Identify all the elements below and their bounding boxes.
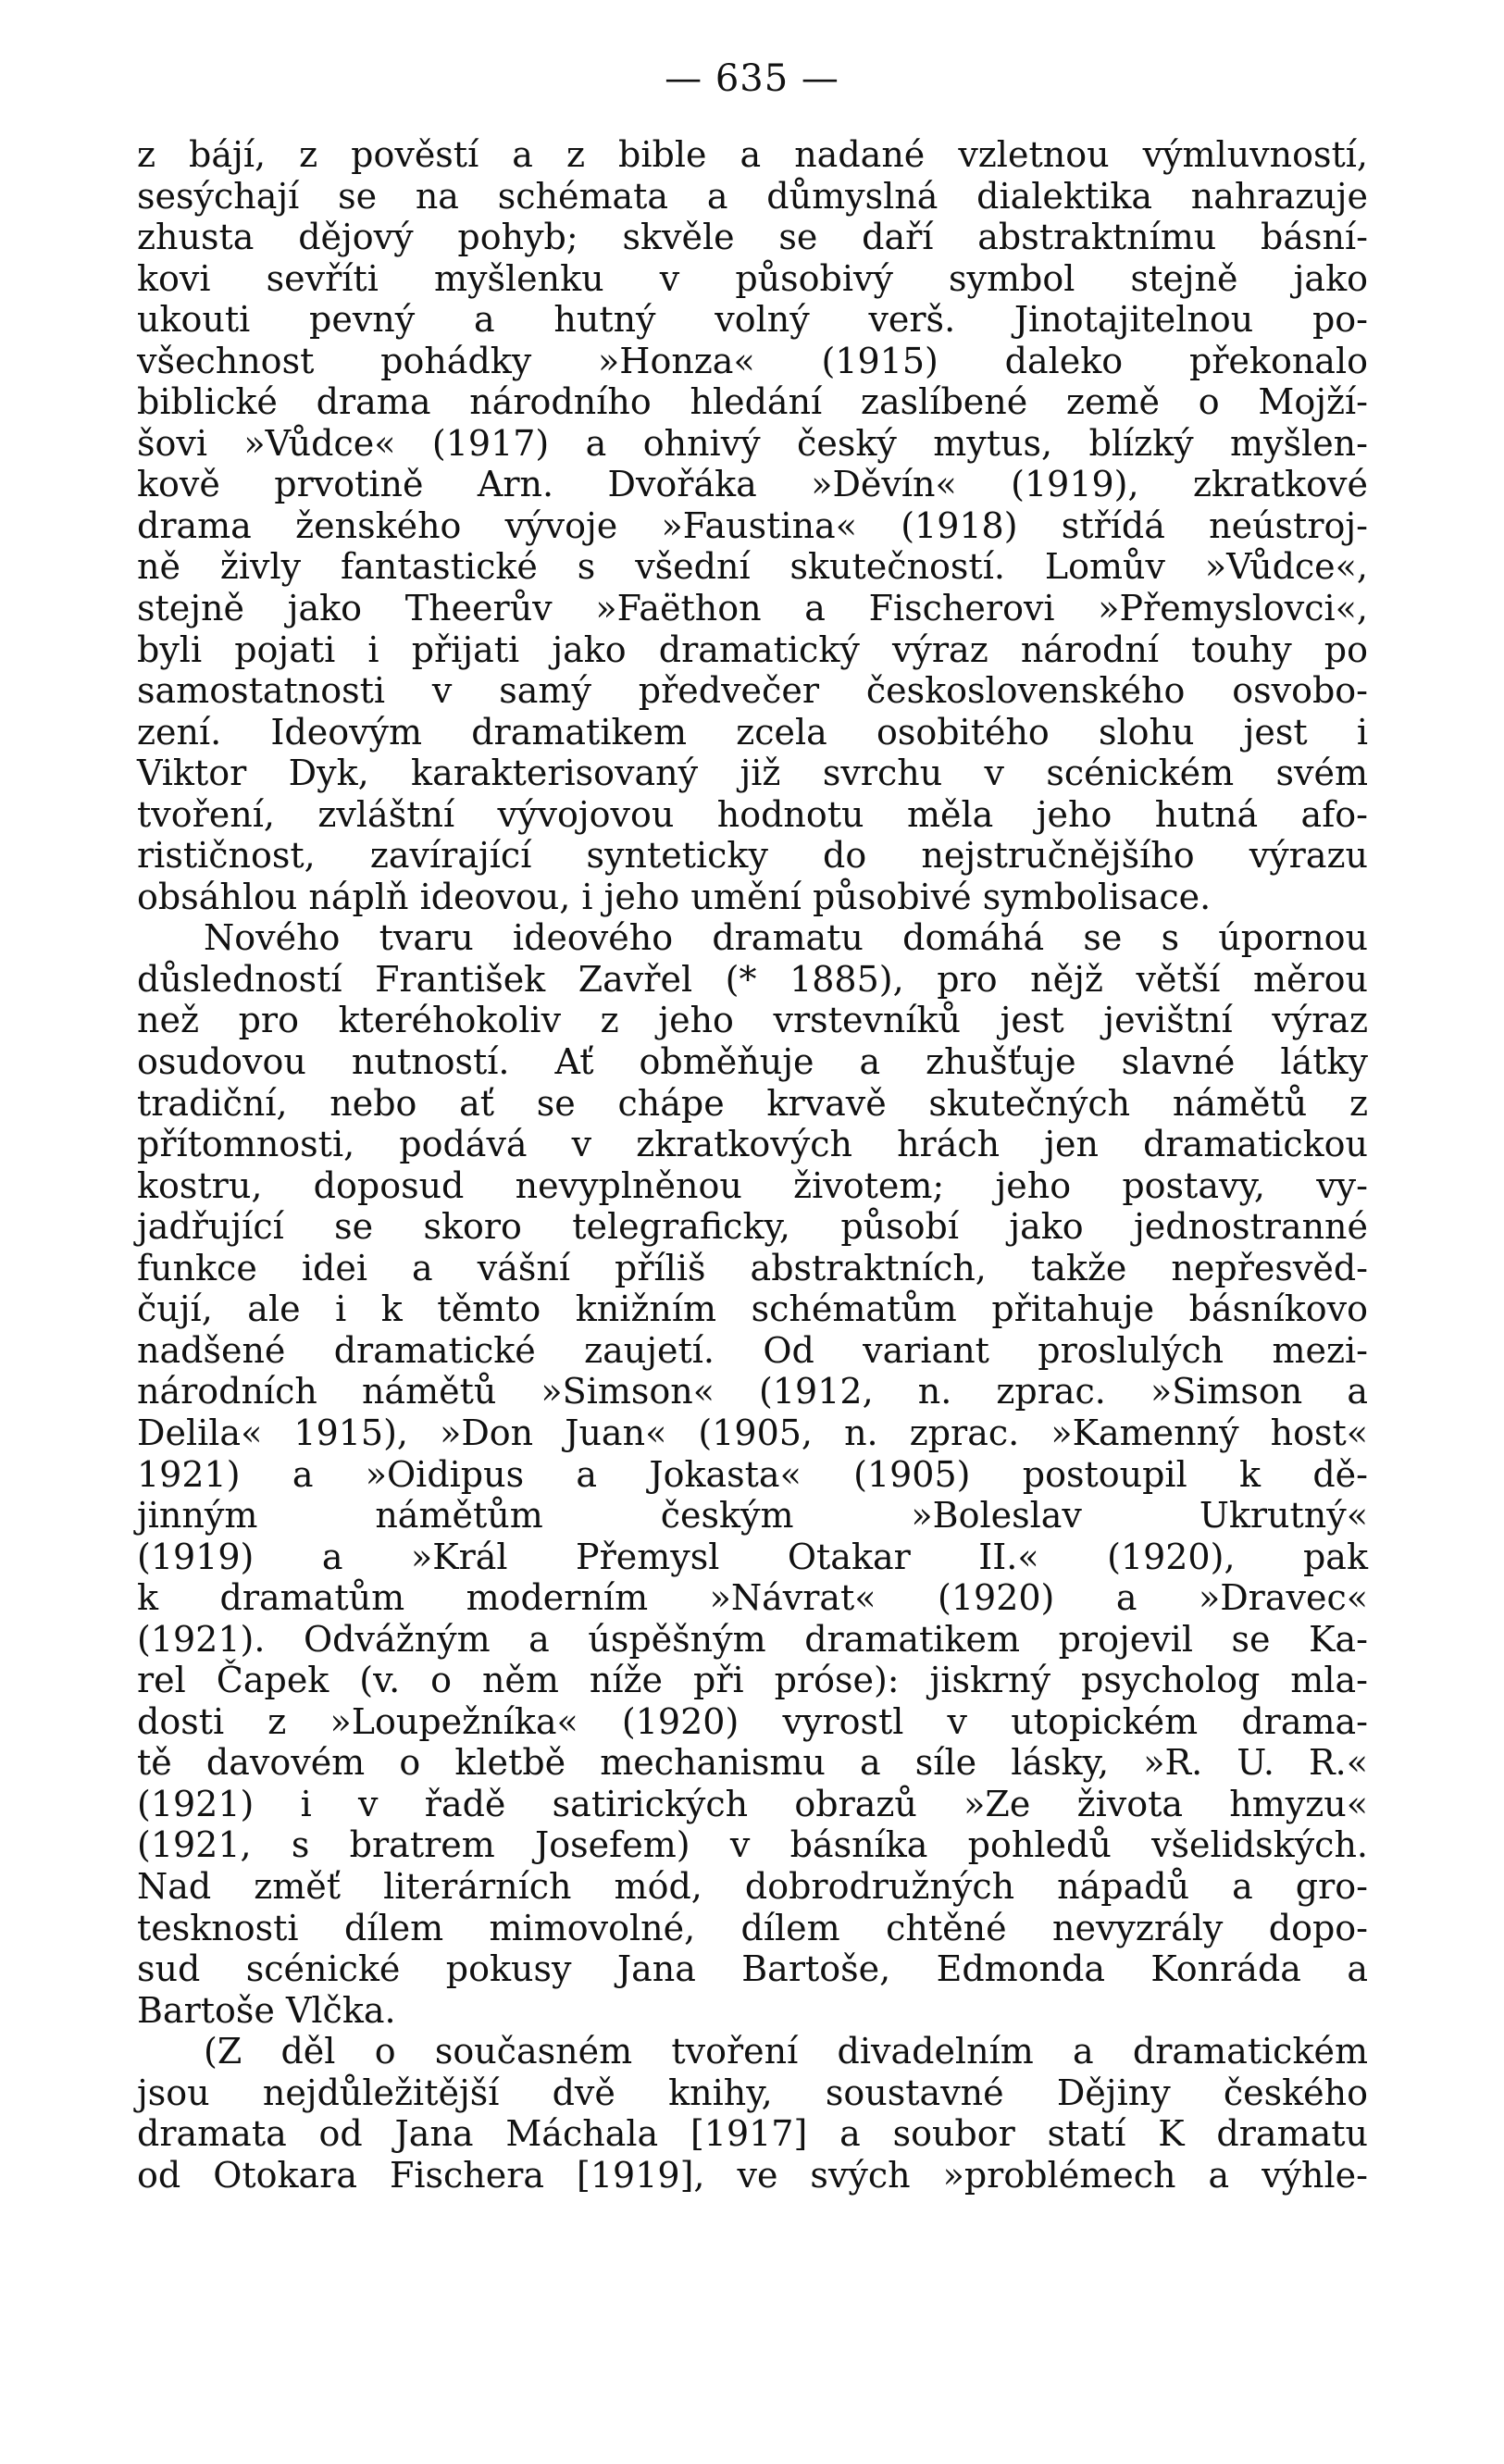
text-line: čují, ale i k těmto knižním schématům přitahuje básníkovo	[137, 1288, 1368, 1330]
text-line: z bájí, z pověstí a z bible a nadané vzletnou výmluvností,	[137, 134, 1368, 175]
text-line: tesknosti dílem mimovolné, dílem chtěné nevyzrály dopo-	[137, 1907, 1368, 1948]
text-line: samostatnosti v samý předvečer československého osvobo-	[137, 670, 1368, 712]
text-line: rel Čapek (v. o něm níže při próse): jiskrný psycholog mla-	[137, 1660, 1368, 1701]
page-number: — 635 —	[665, 57, 839, 100]
text-line: ně živly fantastické s všední skutečností. Lomův »Vůdce«,	[137, 546, 1368, 588]
text-line: zení. Ideovým dramatikem zcela osobitého slohu jest i	[137, 711, 1368, 753]
text-line: všechnost pohádky »Honza« (1915) daleko překonalo	[137, 340, 1368, 381]
text-line: přítomnosti, podává v zkratkových hrách jen dramatickou	[137, 1124, 1368, 1165]
text-line: (1921) i v řadě satirických obrazů »Ze života hmyzu«	[137, 1783, 1368, 1824]
text-line: stejně jako Theerův »Faëthon a Fischerovi »Přemyslovci«,	[137, 588, 1368, 629]
text-line: jadřující se skoro telegraficky, působí jako jednostranné	[137, 1206, 1368, 1248]
text-line: (1921). Odvážným a úspěšným dramatikem projevil se Ka-	[137, 1618, 1368, 1660]
text-line: kově prvotině Arn. Dvořáka »Děvín« (1919), zkratkové	[137, 464, 1368, 505]
text-line: dramata od Jana Máchala [1917] a soubor statí K dramatu	[137, 2113, 1368, 2155]
text-line: sud scénické pokusy Jana Bartoše, Edmonda Konráda a	[137, 1948, 1368, 1990]
text-line: osudovou nutností. Ať obměňuje a zhušťuje slavné látky	[137, 1041, 1368, 1083]
text-line: od Otokara Fischera [1919], ve svých »problémech a výhle-	[137, 2154, 1368, 2196]
text-line: tradiční, nebo ať se chápe krvavě skutečných námětů z	[137, 1082, 1368, 1124]
text-line: než pro kteréhokoliv z jeho vrstevníků jest jevištní výraz	[137, 1000, 1368, 1041]
text-line: šovi »Vůdce« (1917) a ohnivý český mytus, blízký myšlen-	[137, 422, 1368, 464]
text-line: dosti z »Loupežníka« (1920) vyrostl v utopickém drama-	[137, 1700, 1368, 1742]
text-line: rističnost, zavírající synteticky do nejstručnějšího výrazu	[137, 835, 1368, 877]
text-line: obsáhlou náplň ideovou, i jeho umění působivé symbolisace.	[137, 876, 1212, 917]
text-line: národních námětů »Simson« (1912, n. zprac. »Simson a	[137, 1371, 1368, 1412]
text-line: tvoření, zvláštní vývojovou hodnotu měla jeho hutná afo-	[137, 793, 1368, 835]
text-line: (1919) a »Král Přemysl Otakar II.« (1920), pak	[137, 1536, 1368, 1577]
text-line: Viktor Dyk, karakterisovaný již svrchu v scénickém svém	[137, 753, 1368, 794]
text-line: zhusta dějový pohyb; skvěle se daří abstraktnímu básní-	[137, 217, 1368, 258]
text-line: jsou nejdůležitější dvě knihy, soustavné Dějiny českého	[137, 2072, 1368, 2113]
text-line: Bartoše Vlčka.	[137, 1989, 396, 2031]
text-line: k dramatům moderním »Návrat« (1920) a »Dravec«	[137, 1577, 1368, 1619]
text-line: důsledností František Zavřel (* 1885), pro nějž větší měrou	[137, 958, 1368, 1000]
text-line: ukouti pevný a hutný volný verš. Jinotajitelnou po-	[137, 299, 1368, 341]
text-line: jinným námětům českým »Boleslav Ukrutný«	[137, 1495, 1368, 1537]
text-line: 1921) a »Oidipus a Jokasta« (1905) postoupil k dě-	[137, 1453, 1368, 1495]
text-line: biblické drama národního hledání zaslíbené země o Mojží-	[137, 381, 1368, 423]
text-line: Nového tvaru ideového dramatu domáhá se s úpornou	[204, 917, 1368, 959]
text-line: (1921, s bratrem Josefem) v básníka pohledů všelidských.	[137, 1824, 1368, 1866]
text-line: tě davovém o kletbě mechanismu a síle lásky, »R. U. R.«	[137, 1742, 1368, 1784]
text-line: kostru, doposud nevyplněnou životem; jeho postavy, vy-	[137, 1164, 1368, 1206]
text-line: sesýchají se na schémata a důmyslná dialektika nahrazuje	[137, 175, 1368, 217]
text-line: (Z děl o současném tvoření divadelním a dramatickém	[204, 2031, 1368, 2072]
text-line: byli pojati i přijati jako dramatický výraz národní touhy po	[137, 628, 1368, 670]
text-line: drama ženského vývoje »Faustina« (1918) střídá neústroj-	[137, 504, 1368, 546]
text-line: nadšené dramatické zaujetí. Od variant proslulých mezi-	[137, 1329, 1368, 1371]
text-line: kovi sevříti myšlenku v působivý symbol stejně jako	[137, 257, 1368, 299]
text-line: funkce idei a vášní příliš abstraktních, takže nepřesvěd-	[137, 1247, 1368, 1288]
body-text	[137, 134, 1368, 2196]
text-line: Nad změť literárních mód, dobrodružných nápadů a gro-	[137, 1865, 1368, 1907]
text-line: Delila« 1915), »Don Juan« (1905, n. zprac. »Kamenný host«	[137, 1412, 1368, 1453]
